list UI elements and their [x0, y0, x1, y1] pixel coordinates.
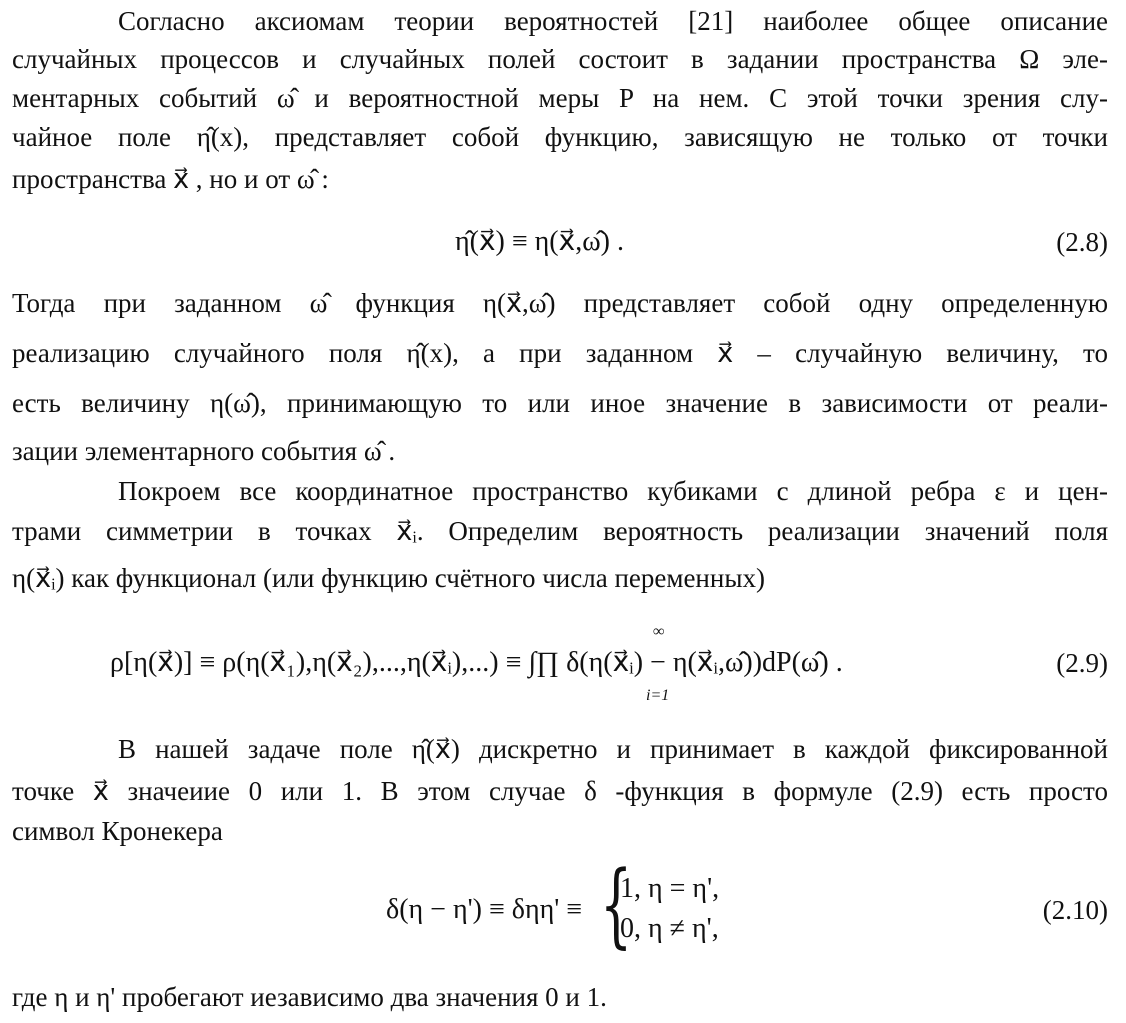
paragraph-line: есть величину η(ω̂), принимающую то или иное значение в зависимости от реали- — [12, 388, 1108, 418]
paragraph-line: Покроем все координатное пространство кубиками с длиной ребра ε и цен- — [118, 476, 1108, 506]
paragraph-line: зации элементарного события ω̂ . — [12, 436, 396, 466]
equation-number: (2.8) — [1056, 227, 1108, 257]
equation-number: (2.10) — [1042, 895, 1108, 925]
case-line: 1, η = η', — [620, 873, 720, 904]
paragraph-line: В нашей задаче поле η̂(x⃗) дискретно и принимает в каждой фиксированной — [118, 734, 1108, 764]
paragraph-line: трами симметрии в точках x⃗ᵢ. Определим вероятность реализации значений поля — [12, 516, 1108, 546]
paragraph-line: пространства x⃗ , но и от ω̂ : — [12, 164, 329, 194]
product-upper-limit: ∞ — [653, 623, 665, 640]
paragraph-line: Согласно аксиомам теории вероятностей [21] наиболее общее описание — [118, 6, 1108, 36]
paragraph-line: реализацию случайного поля η̂(x), а при заданном x⃗ – случайную величину, то — [12, 338, 1108, 368]
equation-2-9: ρ[η(x⃗)] ≡ ρ(η(x⃗₁),η(x⃗₂),...,η(x⃗ᵢ),...) ≡ ∫∏ δ(η(x⃗ᵢ) − η(x⃗ᵢ,ω̂))dP(ω̂) . — [110, 647, 843, 678]
case-line: 0, η ≠ η', — [620, 913, 719, 944]
equation-number: (2.9) — [1056, 648, 1108, 678]
paragraph-line: η(x⃗ᵢ) как функционал (или функцию счётного числа переменных) — [12, 563, 765, 593]
paragraph-line: символ Кронекера — [12, 816, 223, 846]
paragraph-line: Тогда при заданном ω̂ функция η(x⃗,ω̂) представляет собой одну определенную — [12, 288, 1108, 318]
left-brace-icon: { — [600, 851, 633, 958]
cases-group — [600, 851, 790, 958]
product-lower-limit: i=1 — [646, 687, 670, 704]
paragraph-line: чайное поле η̂(x), представляет собой функцию, зависящую не только от точки — [12, 122, 1108, 152]
equation-2-8: η̂(x⃗) ≡ η(x⃗,ω̂) . — [455, 226, 624, 257]
paragraph-line: ментарных событий ω̂ и вероятностной меры P на нем. С этой точки зрения слу- — [12, 83, 1108, 113]
paragraph-line: точке x⃗ значеиие 0 или 1. В этом случае δ -функция в формуле (2.9) есть просто — [12, 776, 1108, 806]
paragraph-line: где η и η' пробегают иезависимо два значения 0 и 1. — [12, 982, 607, 1012]
paragraph-line: случайных процессов и случайных полей состоит в задании пространства Ω эле- — [12, 44, 1108, 74]
equation-2-10-lhs: δ(η − η') ≡ δηη' ≡ — [386, 894, 583, 925]
